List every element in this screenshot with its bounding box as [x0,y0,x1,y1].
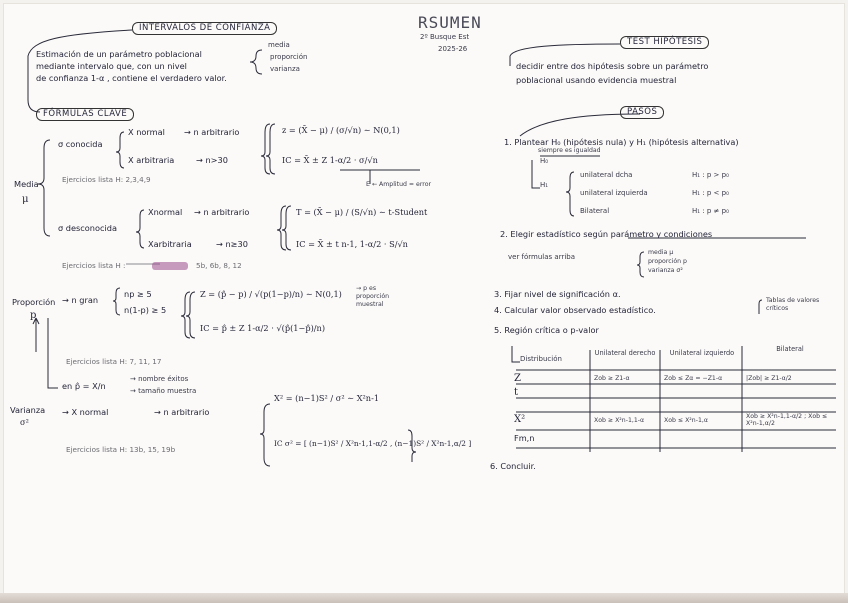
step-2-list-varianza: varianza σ² [648,267,683,274]
ic-z-formula: IC = X̄ ± Z 1-α/2 · σ/√n [282,155,378,165]
chi-formula: X² = (n−1)S² / σ² ∼ X²n-1 [274,393,380,403]
step-2: 2. Elegir estadístico según parámetro y condiciones [500,229,713,239]
mu-symbol: μ [22,194,29,205]
intro-line-2: mediante intervalo que, con un nivel [36,61,187,71]
step-3: 3. Fijar nivel de significación α. [494,289,621,299]
variance-label: Varianza [10,405,46,415]
exercises-1: Ejercicios lista H: 2,3,4,9 [62,175,151,184]
table-header-bilateral: Bilateral [776,345,804,353]
title-main: RSUMEN [418,13,482,32]
p-hat-successes: → nombre éxitos [130,375,189,383]
n-gt-30: → n>30 [196,155,228,165]
intro-line-3: de confianza 1-α , contiene el verdadero valor. [36,73,227,83]
step-2-list-proporcion: proporción p [648,258,687,265]
test-intro-2: poblacional usando evidencia muestral [516,75,677,85]
table-header-right: Unilateral derecho [594,349,656,357]
z-prop-formula: Z = (p̂ − p) / √(p(1−p)/n) ∼ N(0,1) [200,289,342,299]
exercises-3: Ejercicios lista H: 7, 11, 17 [66,357,162,366]
intervals-heading: INTERVALOS DE CONFIANZA [132,22,277,35]
n-arbitrario: → n arbitrario [184,127,240,137]
p-hat-def: en p̂ = X/n [62,381,106,391]
param-varianza: varianza [270,65,300,73]
t-formula: T = (X̄ − μ) / (S/√n) ∼ t-Student [296,207,428,217]
step-1: 1. Plantear H₀ (hipótesis nula) y H₁ (hipótesis alternativa) [504,137,739,147]
table-row-f-dist: Fm,n [514,433,535,443]
table-row-t-dist: t [514,387,519,398]
x-normal: X normal [128,127,165,137]
step-6: 6. Concluir. [490,461,536,471]
formulas-heading: FÓRMULAS CLAVE [36,108,134,121]
title-year: 2025-26 [438,45,468,53]
test-heading: TEST HIPÓTESIS [620,36,709,49]
step-4-note-2: críticos [766,305,789,312]
x-arbitraria: X arbitraria [128,155,175,165]
p-note-3: muestral [356,301,384,308]
proportion-label: Proporción [12,297,56,307]
error-note: E ← Amplitud = error [366,181,432,188]
n-grande: → n gran [62,295,99,305]
condition-np: np ≥ 5 [124,289,152,299]
intro-line-1: Estimación de un parámetro poblacional [36,49,202,59]
table-row-z-bilateral: |Zob| ≥ Z1-α/2 [746,375,792,382]
n-ge-30: → n≥30 [216,239,248,249]
exercises-4: Ejercicios lista H: 13b, 15, 19b [66,445,176,454]
test-intro-1: decidir entre dos hipótesis sobre un parámetro [516,61,709,71]
param-media: media [268,41,290,49]
var-x-normal: → X normal [62,407,109,417]
step-5: 5. Región crítica o p-valor [494,325,599,335]
table-row-chi-bilateral: Xob ≥ X²n-1,1-α/2 ; Xob ≤ X²n-1,α/2 [746,413,828,427]
step-4-note-1: Tablas de valores [766,297,820,304]
title-course: 2º Busque Est [420,33,470,41]
ic-variance-formula: IC σ² = [ (n−1)S² / X²n-1,1-α/2 , (n−1)S² / X²n-1,α/2 ] [274,439,472,448]
alt-2-expr: H₁ : p < p₀ [692,189,729,197]
table-row-chi-right: Xob ≥ X²n-1,1-α [594,417,645,424]
table-row-z-right: Zob ≥ Z1-α [594,375,630,382]
table-row-chi-left: Xob ≤ X²n-1,α [664,417,708,424]
condition-n1p: n(1-p) ≥ 5 [124,305,167,315]
param-proporcion: proporción [270,53,308,61]
table-row-z-dist: Z [514,373,521,384]
alt-3-label: Bilateral [580,207,610,215]
step-2-note: ver fórmulas arriba [508,253,576,261]
z-formula: z = (X̄ − μ) / (σ/√n) ∼ N(0,1) [282,125,400,135]
h0-label: H₀ [540,157,549,165]
table-row-chi-dist: X² [514,414,526,425]
exercises-2-prefix: Ejercicios lista H : [62,261,126,270]
table-header-distribution: Distribución [520,355,562,363]
exercises-2-rest: 5b, 6b, 8, 12 [196,261,242,270]
p-note-2: proporción [356,293,390,300]
step-2-list-media: media μ [648,249,674,256]
ic-t-formula: IC = X̄ ± t n-1, 1-α/2 · S/√n [296,239,408,249]
table-row-z-left: Zob ≤ Zα = −Z1-α [664,375,723,382]
x-normal-2: Xnormal [148,207,183,217]
ic-prop-formula: IC = p̂ ± Z 1-α/2 · √(p̂(1−p̂)/n) [200,323,326,333]
media-label: Media [14,179,39,189]
table-header-left: Unilateral izquierdo [669,349,735,357]
alt-2-label: unilateral izquierda [580,189,648,197]
sigma-squared: σ² [20,417,29,427]
sigma-known: σ conocida [58,139,103,149]
alt-3-expr: H₁ : p ≠ p₀ [692,207,729,215]
x-arbitraria-2: Xarbitraria [148,239,192,249]
pasos-heading: PASOS [620,106,664,119]
step-1-note: siempre es igualdad [538,147,601,154]
sigma-unknown: σ desconocida [58,223,117,233]
n-arbitrario-2: → n arbitrario [194,207,250,217]
h1-label: H₁ [540,181,549,189]
step-4: 4. Calcular valor observado estadístico. [494,305,656,315]
p-note-1: → p es [356,285,377,292]
alt-1-expr: H₁ : p > p₀ [692,171,729,179]
p-hat-sample-size: → tamaño muestra [130,387,197,395]
alt-1-label: unilateral dcha [580,171,633,179]
var-n-arbitrario: → n arbitrario [154,407,210,417]
p-symbol: p [30,310,37,321]
